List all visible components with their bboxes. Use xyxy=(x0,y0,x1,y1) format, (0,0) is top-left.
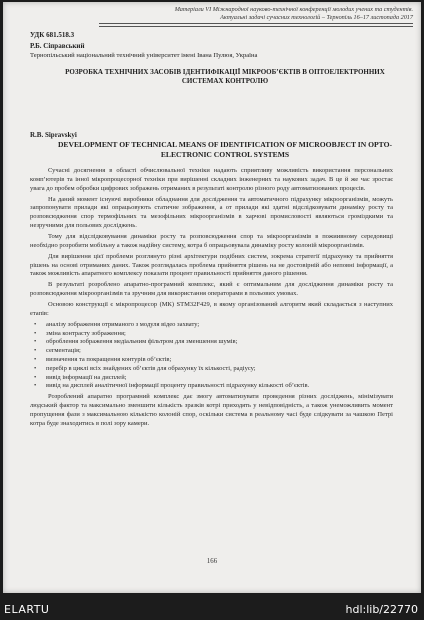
bullet-icon: • xyxy=(34,356,37,364)
list-item-text: вивід на дисплей аналітичної інформації проценту правильності підрахунку кількості об’єктів. xyxy=(46,382,310,390)
list-item xyxy=(30,356,393,365)
bullet-icon: • xyxy=(34,338,37,346)
article-body xyxy=(30,167,393,431)
paragraph: Основою конструкції є мікропроцесор (МК) STM32F429, в якому організований алгоритм який складається з наступних етапів: xyxy=(30,301,393,317)
list-item xyxy=(30,365,393,374)
list-item-text: вивід інформації на дисплей; xyxy=(46,373,127,381)
running-header xyxy=(99,6,413,22)
document-page xyxy=(3,2,421,593)
list-item-text: зміна контрасту зображення; xyxy=(46,329,126,337)
paragraph: На даний момент існуючі виробники обладнання для дослідження та автоматичного підрахунку мікроорганізмів, можуть запропонувати прилади які опрацьовують статичне зображення, а от прилади які здатні відслідковувати динаміку росту та розповсюдження спор термофільних та мезофільних мікроорганізмів в харчові промисловості являються громіздкими та незручними для польових досліджень. xyxy=(30,195,393,229)
author-en: R.B. Sipravskyi xyxy=(30,131,77,139)
bullet-icon: • xyxy=(34,329,37,337)
list-item-text: перебір в циклі всіх знайдених об’єктів для обрахунку їх кількості, радіусу; xyxy=(46,364,256,372)
title-ua: РОЗРОБКА ТЕХНІЧНИХ ЗАСОБІВ ІДЕНТИФІКАЦІЇ МІКРООБ’ЄКТІВ В ОПТОЕЛЕКТРОННИХ СИСТЕМАХ КОНТРОЛЮ xyxy=(65,68,385,85)
bullet-icon: • xyxy=(34,320,37,328)
list-item xyxy=(30,338,393,347)
repository-label: ELARTU xyxy=(4,603,50,616)
header-rule xyxy=(99,23,413,27)
affiliation: Тернопільський національний технічний університет імені Івана Пулюя, Україна xyxy=(30,52,258,59)
handle-identifier: hdl:lib/22770 xyxy=(345,603,418,616)
list-item xyxy=(30,382,393,391)
list-item-text: сегментація; xyxy=(46,347,81,355)
bullet-icon: • xyxy=(34,347,37,355)
list-item-text: оброблення зображення медіальним фільтром для зменшення шумів; xyxy=(46,338,238,346)
title-en: DEVELOPMENT OF TECHNICAL MEANS OF IDENTIFICATION OF MICROOBJECT IN OPTO-ELECTRONIC CONTROL SYSTEMS xyxy=(57,140,393,159)
paragraph: Сучасні досягнення в області обчислювальної техніки надають сприятливу можливість використання персональних комп’ютерів та інної мікропроцесорної техніки при вирішенні складних інженерних та наукових задач. В це й же час зростає увага до пробем обробки цифрових зображень отриманих в результаті контролю різного роду автоматизованих процесів. xyxy=(30,167,393,192)
bullet-icon: • xyxy=(34,373,37,381)
paragraph: В результаті розроблено апаратно-програмний комплекс, який є оптимальним для дослідження динаміки росту та розповсюдження мікроорганізмів та зручним для використання операторами в польових умовах. xyxy=(30,281,393,298)
list-item xyxy=(30,321,393,330)
list-item xyxy=(30,374,393,383)
list-item xyxy=(30,330,393,339)
list-item xyxy=(30,347,393,356)
algorithm-steps-list xyxy=(30,321,393,391)
list-item-text: аналізу зображення отриманого з модуля відео захвату; xyxy=(46,320,200,328)
header-line-2: Актуальні задачі сучасних технологій – Тернопіль 16–17 листопада 2017 xyxy=(220,14,413,21)
udc-code: УДК 681.518.3 xyxy=(30,31,75,39)
paragraph: Тому для відслідковування динаміки росту та розповсюдження спор та мікроорганізмів в пожиивному середовищі необхідно розробити мобільну а також надійну систему, котра б опрацьовувала динаміку росту колоній мікроорганізмів. xyxy=(30,232,393,249)
header-line-1: Матеріали VI Міжнародної науково-технічної конференції молодих учених та студентів. xyxy=(174,6,413,13)
author-ua: Р.Б. Сіправський xyxy=(30,42,85,50)
list-item-text: визначення та покращення контурів об’єктів; xyxy=(46,356,172,364)
bullet-icon: • xyxy=(34,382,37,390)
bullet-icon: • xyxy=(34,364,37,372)
paragraph: Для вирішення цієї проблеми розглянуто різні архітектури подібних систем, зокрема стратегії підрахунку та прийняття рішень на основі отриманих даних. Також розглядалась проблема прийняття рішень на не достовірній або неповні інформації, а також можливість апаратного комплексу показати процент правильності прийняття даного рішення. xyxy=(30,252,393,278)
paragraph: Розроблений апаратно програмний комплекс дає змогу автоматизувати проведення різних досліджень, мінімізувати людський фактор та максимально зменшити кількість зразків котрі приходять у невідповідність, а також унеможливить момент пропущення фази з максимальною кількістю колоній спор, оскільки система в реальному часі буде слідкувати за чашкою Петрі котра буде знаходитись в полі зору камери. xyxy=(30,393,393,427)
page-number: 166 xyxy=(206,558,218,565)
